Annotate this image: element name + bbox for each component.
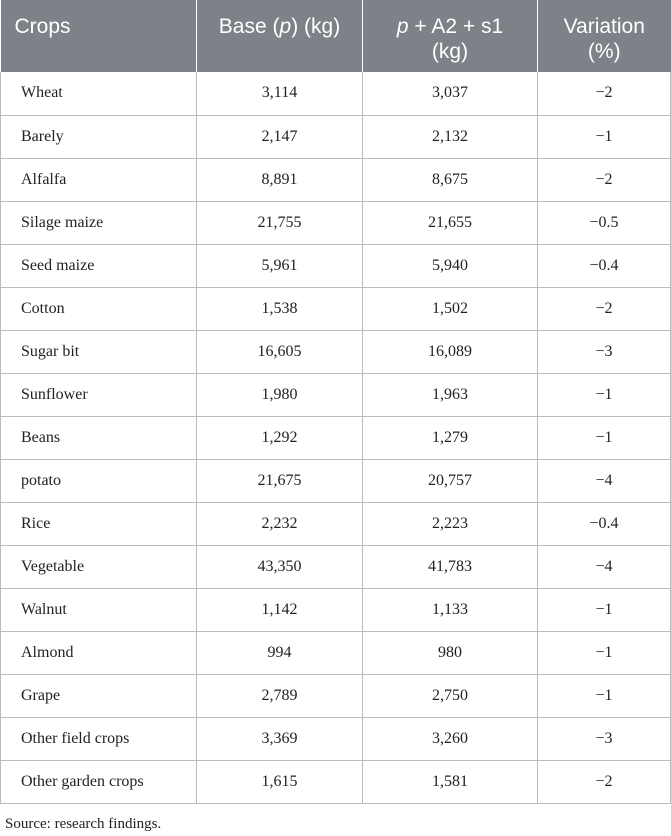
variation-cell: −4: [538, 545, 671, 588]
scenario-value-cell: 8,675: [363, 158, 538, 201]
header-base-suffix: ) (kg): [291, 15, 341, 38]
base-value-cell: 21,755: [197, 201, 363, 244]
scenario-value-cell: 2,750: [363, 674, 538, 717]
base-value-cell: 1,538: [197, 287, 363, 330]
crop-name-cell: Walnut: [1, 588, 197, 631]
table-row: [1, 244, 671, 287]
crop-name-cell: Silage maize: [1, 201, 197, 244]
base-value-cell: 2,789: [197, 674, 363, 717]
crop-name-cell: Sunflower: [1, 373, 197, 416]
scenario-value-cell: 2,223: [363, 502, 538, 545]
crop-name-cell: Wheat: [1, 72, 197, 115]
header-variation-label: Variation: [563, 15, 645, 38]
base-value-cell: 3,114: [197, 72, 363, 115]
variation-cell: −2: [538, 72, 671, 115]
header-crops: [1, 0, 197, 72]
header-variation-unit: (%): [587, 40, 621, 63]
base-value-cell: 3,369: [197, 717, 363, 760]
table-header: [1, 0, 671, 72]
variation-cell: −2: [538, 158, 671, 201]
crop-name-cell: Barely: [1, 115, 197, 158]
base-value-cell: 1,615: [197, 760, 363, 803]
variation-cell: −1: [538, 373, 671, 416]
crop-name-cell: Beans: [1, 416, 197, 459]
base-value-cell: 2,232: [197, 502, 363, 545]
crop-name-cell: Almond: [1, 631, 197, 674]
scenario-value-cell: 1,133: [363, 588, 538, 631]
table-body: [1, 72, 671, 803]
variation-cell: −1: [538, 674, 671, 717]
header-scenario: [363, 0, 538, 72]
variation-cell: −3: [538, 330, 671, 373]
base-value-cell: 2,147: [197, 115, 363, 158]
scenario-value-cell: 41,783: [363, 545, 538, 588]
variation-cell: −2: [538, 760, 671, 803]
scenario-value-cell: 3,037: [363, 72, 538, 115]
variation-cell: −0.5: [538, 201, 671, 244]
table-row: [1, 631, 671, 674]
scenario-value-cell: 5,940: [363, 244, 538, 287]
table-row: [1, 287, 671, 330]
table-row: [1, 158, 671, 201]
crop-name-cell: Grape: [1, 674, 197, 717]
variation-cell: −1: [538, 588, 671, 631]
table-row: [1, 717, 671, 760]
scenario-value-cell: 2,132: [363, 115, 538, 158]
crop-name-cell: Other field crops: [1, 717, 197, 760]
scenario-value-cell: 1,581: [363, 760, 538, 803]
header-base: [197, 0, 363, 72]
crop-name-cell: Alfalfa: [1, 158, 197, 201]
variation-cell: −1: [538, 631, 671, 674]
variation-cell: −0.4: [538, 244, 671, 287]
variation-cell: −1: [538, 115, 671, 158]
crop-name-cell: Other garden crops: [1, 760, 197, 803]
table-row: [1, 330, 671, 373]
variation-cell: −2: [538, 287, 671, 330]
table-row: [1, 674, 671, 717]
table-row: [1, 545, 671, 588]
table-row: [1, 459, 671, 502]
table-row: [1, 201, 671, 244]
crop-name-cell: Rice: [1, 502, 197, 545]
header-variation: [538, 0, 671, 72]
header-row: [1, 0, 671, 72]
table-row: [1, 502, 671, 545]
crop-name-cell: Vegetable: [1, 545, 197, 588]
crop-name-cell: potato: [1, 459, 197, 502]
base-value-cell: 994: [197, 631, 363, 674]
table-row: [1, 115, 671, 158]
scenario-value-cell: 1,279: [363, 416, 538, 459]
variation-cell: −0.4: [538, 502, 671, 545]
base-value-cell: 1,980: [197, 373, 363, 416]
variation-cell: −1: [538, 416, 671, 459]
scenario-value-cell: 1,502: [363, 287, 538, 330]
base-value-cell: 5,961: [197, 244, 363, 287]
header-scenario-unit: (kg): [431, 40, 469, 63]
header-scenario-formula: + A2 + s1: [408, 15, 504, 38]
source-note: Source: research findings.: [5, 816, 162, 832]
table-row: [1, 72, 671, 115]
table-row: [1, 760, 671, 803]
header-scenario-variable: p: [396, 15, 409, 38]
crop-name-cell: Cotton: [1, 287, 197, 330]
crop-name-cell: Seed maize: [1, 244, 197, 287]
table-row: [1, 416, 671, 459]
header-base-variable: p: [279, 15, 292, 38]
header-crops-label: Crops: [14, 15, 71, 38]
base-value-cell: 16,605: [197, 330, 363, 373]
scenario-value-cell: 16,089: [363, 330, 538, 373]
scenario-value-cell: 1,963: [363, 373, 538, 416]
variation-cell: −3: [538, 717, 671, 760]
scenario-value-cell: 20,757: [363, 459, 538, 502]
table-row: [1, 373, 671, 416]
variation-cell: −4: [538, 459, 671, 502]
header-base-prefix: Base (: [218, 15, 280, 38]
base-value-cell: 8,891: [197, 158, 363, 201]
table-row: [1, 588, 671, 631]
base-value-cell: 1,142: [197, 588, 363, 631]
base-value-cell: 43,350: [197, 545, 363, 588]
scenario-value-cell: 980: [363, 631, 538, 674]
scenario-value-cell: 3,260: [363, 717, 538, 760]
base-value-cell: 21,675: [197, 459, 363, 502]
scenario-value-cell: 21,655: [363, 201, 538, 244]
base-value-cell: 1,292: [197, 416, 363, 459]
crop-name-cell: Sugar bit: [1, 330, 197, 373]
